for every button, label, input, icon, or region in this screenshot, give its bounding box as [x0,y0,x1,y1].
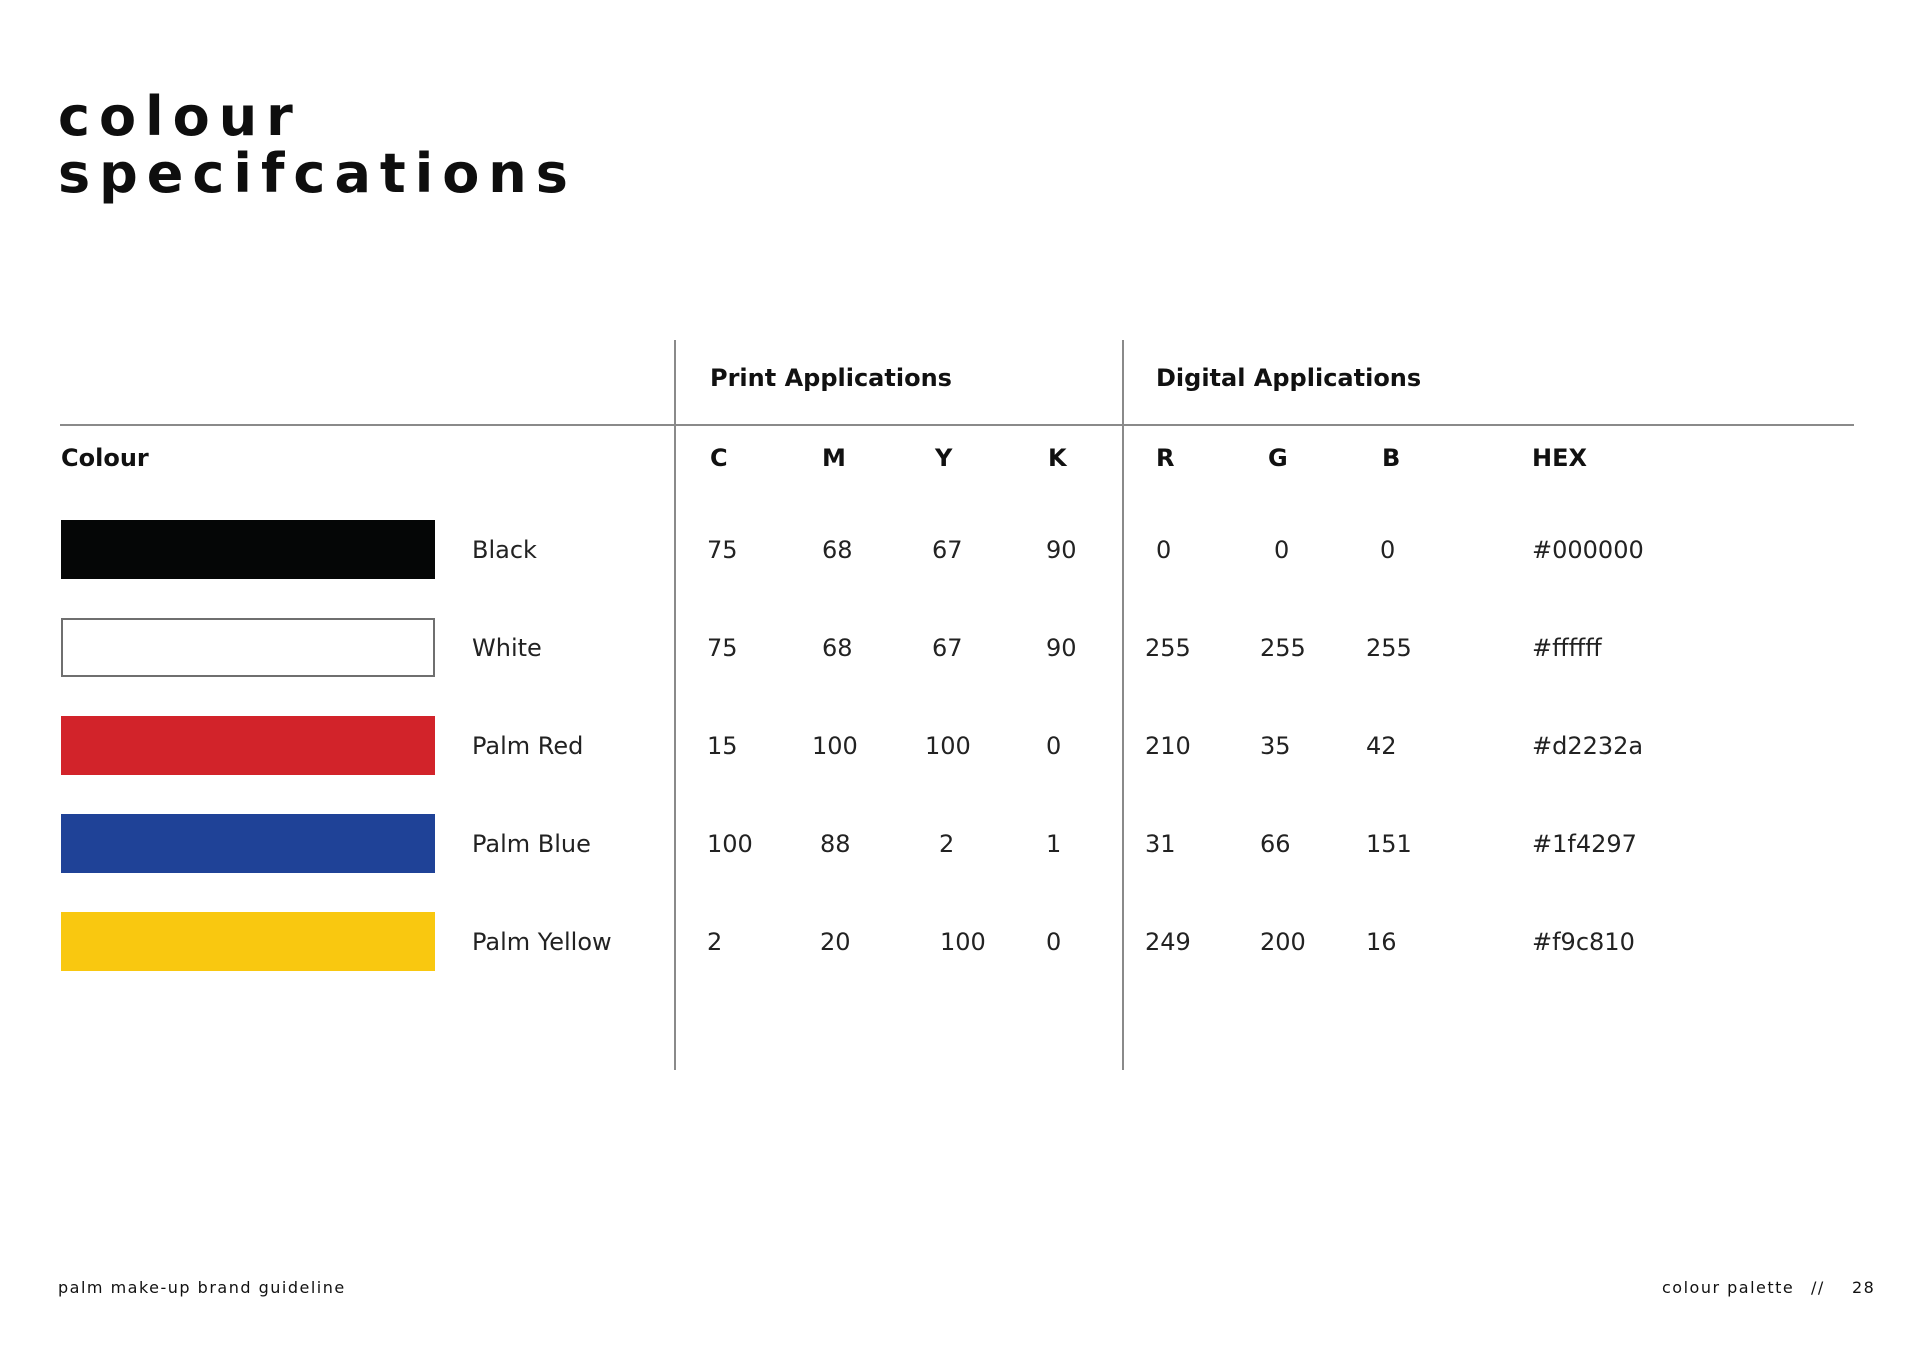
colour-name: Black [472,536,537,564]
value-m: 68 [822,634,853,662]
value-c: 15 [707,732,738,760]
colour-name: White [472,634,542,662]
value-b: 42 [1366,732,1397,760]
value-k: 0 [1046,732,1062,760]
value-b: 0 [1380,536,1396,564]
value-r: 255 [1145,634,1191,662]
column-header-hex: HEX [1532,444,1587,472]
colour-swatch [61,912,435,971]
value-k: 1 [1046,830,1062,858]
value-m: 68 [822,536,853,564]
column-header-c: C [710,444,728,472]
value-hex: #ffffff [1532,634,1602,662]
value-r: 31 [1145,830,1176,858]
value-y: 100 [940,928,986,956]
value-b: 151 [1366,830,1412,858]
value-g: 255 [1260,634,1306,662]
digital-applications-heading: Digital Applications [1156,364,1422,392]
value-y: 100 [925,732,971,760]
column-header-y: Y [935,444,953,472]
value-g: 0 [1274,536,1290,564]
colour-name: Palm Yellow [472,928,612,956]
print-applications-heading: Print Applications [710,364,952,392]
column-header-m: M [822,444,846,472]
page-title-line-2: specifcations [58,142,577,205]
value-y: 67 [932,634,963,662]
column-header-r: R [1156,444,1175,472]
value-g: 66 [1260,830,1291,858]
value-y: 67 [932,536,963,564]
value-y: 2 [939,830,955,858]
value-m: 100 [812,732,858,760]
value-k: 90 [1046,536,1077,564]
value-c: 2 [707,928,723,956]
footer-separator: // [1811,1278,1825,1297]
value-b: 255 [1366,634,1412,662]
colour-name: Palm Blue [472,830,591,858]
value-b: 16 [1366,928,1397,956]
value-c: 100 [707,830,753,858]
page-title-line-1: colour [58,85,302,148]
value-m: 88 [820,830,851,858]
footer-page-number: 28 [1852,1278,1876,1297]
table-row-palm-blue [0,814,1920,874]
value-hex: #1f4297 [1532,830,1637,858]
footer-section-name: colour palette [1662,1278,1795,1297]
value-r: 210 [1145,732,1191,760]
colour-swatch [61,716,435,775]
value-c: 75 [707,536,738,564]
value-hex: #f9c810 [1532,928,1635,956]
table-row-palm-red [0,716,1920,776]
colour-swatch [61,814,435,873]
column-header-b: B [1382,444,1401,472]
footer-document-title: palm make-up brand guideline [58,1278,346,1297]
value-k: 0 [1046,928,1062,956]
value-r: 0 [1156,536,1172,564]
header-rule [60,424,1854,426]
table-row-palm-yellow [0,912,1920,972]
value-g: 35 [1260,732,1291,760]
table-row-black [0,520,1920,580]
colour-swatch [61,618,435,677]
value-r: 249 [1145,928,1191,956]
value-hex: #000000 [1532,536,1644,564]
value-m: 20 [820,928,851,956]
colour-swatch [61,520,435,579]
colour-name: Palm Red [472,732,584,760]
column-header-k: K [1048,444,1067,472]
value-c: 75 [707,634,738,662]
value-hex: #d2232a [1532,732,1644,760]
column-header-colour: Colour [61,444,149,472]
value-k: 90 [1046,634,1077,662]
page-title [58,85,577,205]
table-row-white [0,618,1920,678]
value-g: 200 [1260,928,1306,956]
column-header-g: G [1268,444,1288,472]
